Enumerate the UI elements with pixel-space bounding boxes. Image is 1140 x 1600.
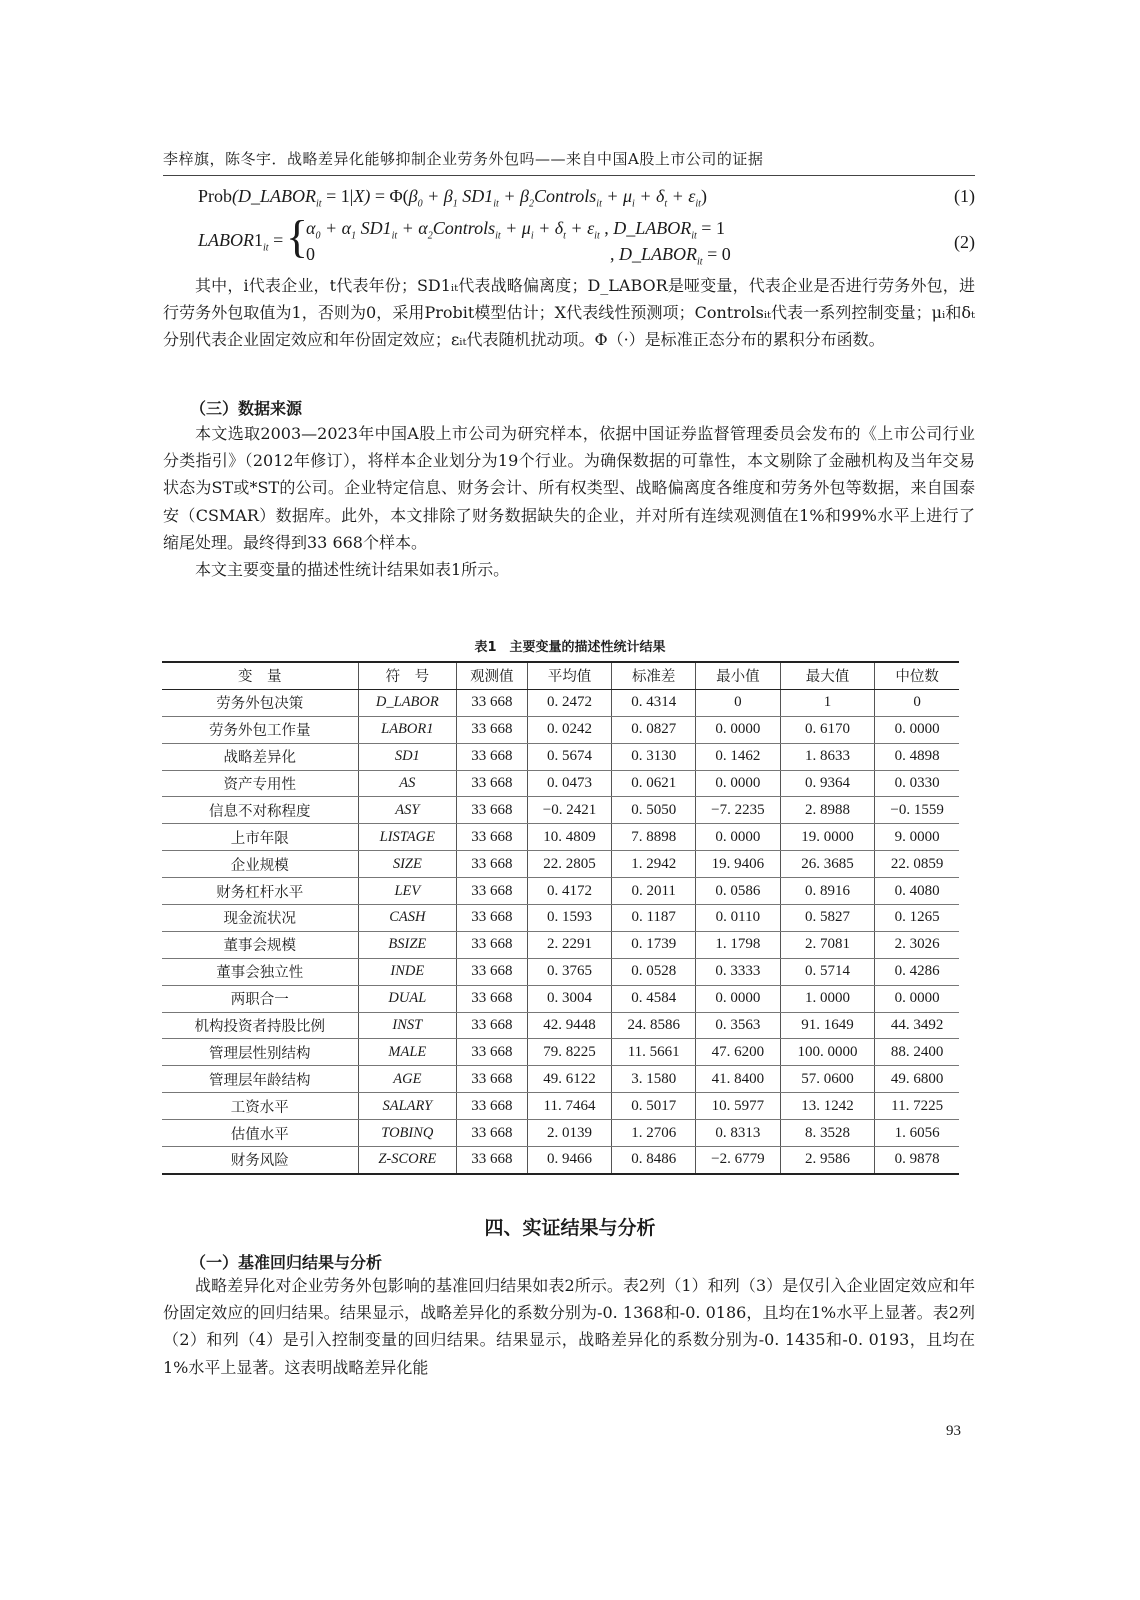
cell-max: 1. 8633 bbox=[780, 743, 874, 770]
data-source-paragraph: 本文选取2003—2023年中国A股上市公司为研究样本，依据中国证券监督管理委员会发布的《上市公司行业分类指引》（2012年修订），将样本企业划分为19个行业。为确保数据的可靠性，本文剔除了金融机构及当年交易状态为ST或*ST的公司。企业特定信息、财务会计、所有权类型、战略偏离度各维度和劳务外包等数据，来自国泰安（CSMAR）数据库。此外，本文排除了财务数据缺失的企业，并对所有连续观测值在1%和99%水平上进行了缩尾处理。最终得到33 668个样本。 本文主要变量的描述性统计结果如表1所示。 bbox=[163, 420, 975, 583]
cell-median: 0. 0330 bbox=[875, 770, 959, 797]
cell-std: 1. 2942 bbox=[612, 851, 696, 878]
cell-symbol: MALE bbox=[358, 1039, 457, 1066]
table-row bbox=[162, 985, 959, 1012]
cell-observations: 33 668 bbox=[457, 1120, 527, 1147]
equation-2-case2-value: 0 bbox=[306, 244, 315, 264]
cell-symbol: INST bbox=[358, 1012, 457, 1039]
cell-min: 1. 1798 bbox=[695, 931, 780, 958]
cell-variable: 现金流状况 bbox=[162, 905, 358, 932]
cell-mean: 2. 0139 bbox=[527, 1120, 612, 1147]
table-row bbox=[162, 1147, 959, 1174]
cell-min: 0. 3563 bbox=[695, 1012, 780, 1039]
cell-mean: 0. 3765 bbox=[527, 958, 612, 985]
baseline-regression-paragraph: 战略差异化对企业劳务外包影响的基准回归结果如表2所示。表2列（1）和列（3）是仅引入企业固定效应和年份固定效应的回归结果。结果显示，战略差异化的系数分别为-0. 1368和-0. 0186，且均在1%水平上显著。表2列（2）和列（4）是引入控制变量的回归结果。结果显示，战略差异化的系数分别为-0. 1435和-0. 0193，且均在1%水平上显著。这表明战略差异化能 bbox=[163, 1276, 975, 1377]
cell-median: 0 bbox=[875, 689, 959, 716]
table-row bbox=[162, 958, 959, 985]
cell-median: 44. 3492 bbox=[875, 1012, 959, 1039]
cell-mean: 0. 2472 bbox=[527, 689, 612, 716]
cell-mean: 42. 9448 bbox=[527, 1012, 612, 1039]
header-mean: 平均值 bbox=[527, 662, 612, 689]
header-observations: 观测值 bbox=[457, 662, 527, 689]
table-row bbox=[162, 743, 959, 770]
cell-std: 0. 4314 bbox=[612, 689, 696, 716]
cell-variable: 工资水平 bbox=[162, 1093, 358, 1120]
cell-mean: 10. 4809 bbox=[527, 824, 612, 851]
cell-symbol: AS bbox=[358, 770, 457, 797]
cell-median: 0. 1265 bbox=[875, 905, 959, 932]
cell-min: 0. 0000 bbox=[695, 824, 780, 851]
cell-observations: 33 668 bbox=[457, 824, 527, 851]
cell-median: 0. 4286 bbox=[875, 958, 959, 985]
table-row bbox=[162, 770, 959, 797]
cell-median: −0. 1559 bbox=[875, 797, 959, 824]
cell-variable: 劳务外包工作量 bbox=[162, 716, 358, 743]
cell-mean: 11. 7464 bbox=[527, 1093, 612, 1120]
table-row bbox=[162, 716, 959, 743]
cell-max: 13. 1242 bbox=[780, 1093, 874, 1120]
cell-std: 0. 5050 bbox=[612, 797, 696, 824]
cell-symbol: LISTAGE bbox=[358, 824, 457, 851]
cell-max: 19. 0000 bbox=[780, 824, 874, 851]
table-row bbox=[162, 1120, 959, 1147]
baseline-regression-heading: （一）基准回归结果与分析 bbox=[190, 1253, 383, 1272]
cell-symbol: BSIZE bbox=[358, 931, 457, 958]
cell-symbol: TOBINQ bbox=[358, 1120, 457, 1147]
cell-std: 7. 8898 bbox=[612, 824, 696, 851]
cell-mean: 0. 5674 bbox=[527, 743, 612, 770]
table-row bbox=[162, 878, 959, 905]
cell-symbol: LEV bbox=[358, 878, 457, 905]
cell-min: 41. 8400 bbox=[695, 1066, 780, 1093]
table-row bbox=[162, 1012, 959, 1039]
cell-std: 1. 2706 bbox=[612, 1120, 696, 1147]
table-header-row bbox=[162, 662, 959, 689]
cell-variable: 两职合一 bbox=[162, 985, 358, 1012]
header-std: 标准差 bbox=[612, 662, 696, 689]
table-intro: 本文主要变量的描述性统计结果如表1所示。 bbox=[195, 560, 510, 580]
equation-2-number: (2) bbox=[954, 232, 975, 252]
cell-std: 0. 2011 bbox=[612, 878, 696, 905]
header-max: 最大值 bbox=[780, 662, 874, 689]
cell-median: 88. 2400 bbox=[875, 1039, 959, 1066]
cell-min: 0. 0000 bbox=[695, 770, 780, 797]
cell-mean: 0. 0473 bbox=[527, 770, 612, 797]
cell-observations: 33 668 bbox=[457, 1012, 527, 1039]
cell-max: 2. 9586 bbox=[780, 1147, 874, 1174]
cell-min: −2. 6779 bbox=[695, 1147, 780, 1174]
cell-median: 9. 0000 bbox=[875, 824, 959, 851]
cell-symbol: DUAL bbox=[358, 985, 457, 1012]
cell-mean: 79. 8225 bbox=[527, 1039, 612, 1066]
descriptive-statistics-table bbox=[162, 661, 959, 1175]
cell-min: 0. 3333 bbox=[695, 958, 780, 985]
cell-observations: 33 668 bbox=[457, 770, 527, 797]
cell-std: 0. 1739 bbox=[612, 931, 696, 958]
cell-mean: 0. 1593 bbox=[527, 905, 612, 932]
cell-min: 0. 0586 bbox=[695, 878, 780, 905]
cell-std: 0. 0621 bbox=[612, 770, 696, 797]
data-source-heading: （三）数据来源 bbox=[190, 399, 303, 418]
cell-mean: 22. 2805 bbox=[527, 851, 612, 878]
cell-max: 0. 5714 bbox=[780, 958, 874, 985]
cell-observations: 33 668 bbox=[457, 905, 527, 932]
header-symbol: 符 号 bbox=[358, 662, 457, 689]
cell-max: 0. 5827 bbox=[780, 905, 874, 932]
cell-variable: 机构投资者持股比例 bbox=[162, 1012, 358, 1039]
cell-min: 19. 9406 bbox=[695, 851, 780, 878]
cell-max: 8. 3528 bbox=[780, 1120, 874, 1147]
cell-std: 0. 4584 bbox=[612, 985, 696, 1012]
table-caption: 表1 主要变量的描述性统计结果 bbox=[474, 640, 666, 655]
cell-variable: 财务杠杆水平 bbox=[162, 878, 358, 905]
cell-observations: 33 668 bbox=[457, 851, 527, 878]
cell-variable: 董事会规模 bbox=[162, 931, 358, 958]
cell-symbol: SIZE bbox=[358, 851, 457, 878]
cell-symbol: SALARY bbox=[358, 1093, 457, 1120]
cell-observations: 33 668 bbox=[457, 985, 527, 1012]
cell-symbol: Z-SCORE bbox=[358, 1147, 457, 1174]
equation-2: $LABOR1_{it}$ = { $\alpha_0 + \alpha_1$ $SD1_{it}$ + $\alpha_2Controls_{it} + \mu_i + \delta_t + \varepsilon_{it}$ , $D\_LABOR_{it} = 1$ 0 , $D\_LABOR_{it} = 0$ bbox=[198, 211, 731, 268]
cell-median: 0. 4898 bbox=[875, 743, 959, 770]
cell-min: 0. 0000 bbox=[695, 716, 780, 743]
table-row bbox=[162, 824, 959, 851]
table-row bbox=[162, 1039, 959, 1066]
cell-min: 0. 0110 bbox=[695, 905, 780, 932]
cell-min: 10. 5977 bbox=[695, 1093, 780, 1120]
cell-mean: 2. 2291 bbox=[527, 931, 612, 958]
table-row bbox=[162, 689, 959, 716]
cell-observations: 33 668 bbox=[457, 743, 527, 770]
cell-observations: 33 668 bbox=[457, 1066, 527, 1093]
cell-min: 0 bbox=[695, 689, 780, 716]
cell-std: 0. 8486 bbox=[612, 1147, 696, 1174]
header-median: 中位数 bbox=[875, 662, 959, 689]
header-min: 最小值 bbox=[695, 662, 780, 689]
cell-observations: 33 668 bbox=[457, 878, 527, 905]
cell-median: 1. 6056 bbox=[875, 1120, 959, 1147]
table-row bbox=[162, 905, 959, 932]
cell-observations: 33 668 bbox=[457, 716, 527, 743]
table-row bbox=[162, 931, 959, 958]
equation-1: $Prob(D\_LABOR_{it} = 1|X) = \Phi(\beta_0 + \beta_1$ $SD1_{it}$ + $\beta_2Controls_{it} + \mu_i + \delta_t + \varepsilon_{it}$) bbox=[198, 186, 707, 210]
equation-1-number: (1) bbox=[954, 186, 975, 206]
cell-mean: 0. 4172 bbox=[527, 878, 612, 905]
cell-median: 0. 0000 bbox=[875, 985, 959, 1012]
cell-min: 0. 0000 bbox=[695, 985, 780, 1012]
cell-std: 11. 5661 bbox=[612, 1039, 696, 1066]
cell-std: 0. 1187 bbox=[612, 905, 696, 932]
cell-variable: 董事会独立性 bbox=[162, 958, 358, 985]
cell-mean: 49. 6122 bbox=[527, 1066, 612, 1093]
table-row bbox=[162, 851, 959, 878]
cell-min: −7. 2235 bbox=[695, 797, 780, 824]
cell-std: 24. 8586 bbox=[612, 1012, 696, 1039]
cell-observations: 33 668 bbox=[457, 1093, 527, 1120]
cell-max: 0. 8916 bbox=[780, 878, 874, 905]
cell-observations: 33 668 bbox=[457, 797, 527, 824]
cell-median: 11. 7225 bbox=[875, 1093, 959, 1120]
cell-median: 2. 3026 bbox=[875, 931, 959, 958]
section-title: 四、实证结果与分析 bbox=[484, 1217, 656, 1239]
cell-median: 0. 4080 bbox=[875, 878, 959, 905]
cell-variable: 管理层性别结构 bbox=[162, 1039, 358, 1066]
table-row bbox=[162, 1066, 959, 1093]
cell-max: 100. 0000 bbox=[780, 1039, 874, 1066]
cell-symbol: AGE bbox=[358, 1066, 457, 1093]
header-variable: 变 量 bbox=[162, 662, 358, 689]
cell-max: 2. 8988 bbox=[780, 797, 874, 824]
cell-min: 0. 1462 bbox=[695, 743, 780, 770]
cell-variable: 信息不对称程度 bbox=[162, 797, 358, 824]
cell-symbol: INDE bbox=[358, 958, 457, 985]
cell-max: 91. 1649 bbox=[780, 1012, 874, 1039]
cell-std: 0. 5017 bbox=[612, 1093, 696, 1120]
cell-observations: 33 668 bbox=[457, 931, 527, 958]
cell-std: 3. 1580 bbox=[612, 1066, 696, 1093]
cell-std: 0. 3130 bbox=[612, 743, 696, 770]
table-row bbox=[162, 797, 959, 824]
explanation-paragraph: 其中，i代表企业，t代表年份；SD1ᵢₜ代表战略偏离度；D_LABOR是哑变量，代表企业是否进行劳务外包，进行劳务外包取值为1，否则为0，采用Probit模型估计；X代表线性预测项；Controlsᵢₜ代表一系列控制变量；μᵢ和δₜ分别代表企业固定效应和年份固定效应；εᵢₜ代表随机扰动项。Φ（·）是标准正态分布的累积分布函数。 bbox=[163, 276, 975, 350]
cell-max: 57. 0600 bbox=[780, 1066, 874, 1093]
cell-max: 26. 3685 bbox=[780, 851, 874, 878]
cell-median: 22. 0859 bbox=[875, 851, 959, 878]
cell-median: 0. 9878 bbox=[875, 1147, 959, 1174]
cell-symbol: D_LABOR bbox=[358, 689, 457, 716]
cell-max: 2. 7081 bbox=[780, 931, 874, 958]
cell-mean: 0. 3004 bbox=[527, 985, 612, 1012]
cell-variable: 估值水平 bbox=[162, 1120, 358, 1147]
cell-variable: 战略差异化 bbox=[162, 743, 358, 770]
cell-observations: 33 668 bbox=[457, 689, 527, 716]
cell-variable: 劳务外包决策 bbox=[162, 689, 358, 716]
cell-std: 0. 0528 bbox=[612, 958, 696, 985]
cell-symbol: CASH bbox=[358, 905, 457, 932]
cell-median: 49. 6800 bbox=[875, 1066, 959, 1093]
cell-mean: 0. 0242 bbox=[527, 716, 612, 743]
cell-observations: 33 668 bbox=[457, 1147, 527, 1174]
cell-min: 0. 8313 bbox=[695, 1120, 780, 1147]
page-number: 93 bbox=[946, 1423, 961, 1439]
cell-max: 1. 0000 bbox=[780, 985, 874, 1012]
cell-variable: 上市年限 bbox=[162, 824, 358, 851]
cell-symbol: LABOR1 bbox=[358, 716, 457, 743]
running-head: 李梓旗，陈冬宇．战略差异化能够抑制企业劳务外包吗——来自中国A股上市公司的证据 bbox=[163, 148, 975, 176]
cell-std: 0. 0827 bbox=[612, 716, 696, 743]
cell-variable: 企业规模 bbox=[162, 851, 358, 878]
cell-variable: 财务风险 bbox=[162, 1147, 358, 1174]
table-row bbox=[162, 1093, 959, 1120]
cell-max: 0. 6170 bbox=[780, 716, 874, 743]
cell-variable: 资产专用性 bbox=[162, 770, 358, 797]
cell-symbol: ASY bbox=[358, 797, 457, 824]
cell-median: 0. 0000 bbox=[875, 716, 959, 743]
cell-variable: 管理层年龄结构 bbox=[162, 1066, 358, 1093]
cell-min: 47. 6200 bbox=[695, 1039, 780, 1066]
cell-max: 0. 9364 bbox=[780, 770, 874, 797]
cell-observations: 33 668 bbox=[457, 958, 527, 985]
cell-mean: −0. 2421 bbox=[527, 797, 612, 824]
cell-observations: 33 668 bbox=[457, 1039, 527, 1066]
cell-mean: 0. 9466 bbox=[527, 1147, 612, 1174]
cell-symbol: SD1 bbox=[358, 743, 457, 770]
cell-max: 1 bbox=[780, 689, 874, 716]
